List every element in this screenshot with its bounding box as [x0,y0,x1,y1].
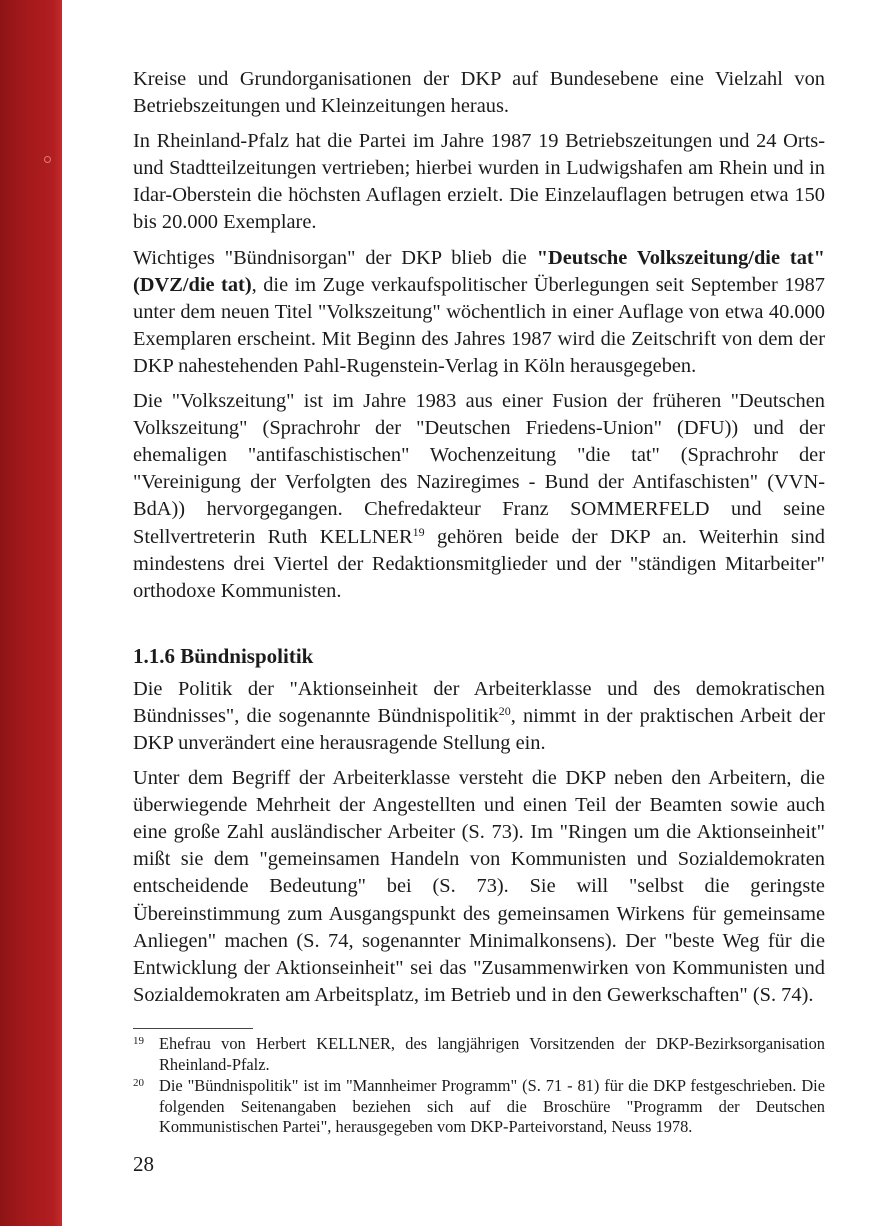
paragraph-text: , nimmt in der praktischen Arbeit der DKP unverändert eine herausragende Stellung ein. [133,704,825,754]
footnote-text: Die "Bündnispolitik" ist im "Mannheimer Programm" (S. 71 - 81) für die DKP festgeschrieben. Die folgenden Seitenangaben beziehen sich auf die Broschüre "Programm der Deutschen Kommunistischen Partei", herausgegeben vom DKP-Parteivorstand, Neuss 1978. [159,1076,825,1136]
footnote-19 [133,1034,825,1075]
paragraph-fusion [133,388,825,605]
paragraph-buendnispolitik [133,676,825,757]
section-heading: 1.1.6 Bündnispolitik [133,643,314,668]
paragraph-text: Die Politik der "Aktionseinheit der Arbeiterklasse und des demokratischen Bündnisses", die sogenannte Bündnispolitik [133,677,825,727]
paragraph-betriebszeitungen: Kreise und Grundorganisationen der DKP auf Bundesebene eine Vielzahl von Betriebszeitungen und Kleinzeitungen heraus. [133,68,825,118]
page-number: 28 [133,1152,154,1176]
footnotes [133,1034,825,1139]
page-body [133,66,825,1017]
footnote-20 [133,1076,825,1138]
footnote-number: 20 [133,1077,144,1089]
paragraph-text: Wichtiges "Bündnisorgan" der DKP blieb die [133,246,537,269]
spine-dot-icon [44,156,51,163]
paragraph-text: gehören beide der DKP an. Weiterhin sind mindestens drei Viertel der Redaktionsmitglieder und der "ständigen Mitarbeiter" orthodoxe Kommunisten. [133,525,825,602]
footnote-ref-19: 19 [412,524,425,539]
footnote-divider [133,1028,253,1029]
bold-title-dvz: "Deutsche Volkszeitung/die tat" (DVZ/die tat) [133,246,825,296]
paragraph-text: , die im Zuge verkaufspolitischer Überlegungen seit September 1987 unter dem neuen Titel "Volkszeitung" wöchentlich in einer Auflage von etwa 40.000 Exemplaren erscheint. Mit Beginn des Jahres 1987 wird die Zeitschrift von dem der DKP nahestehenden Pahl-Rugenstein-Verlag in Köln herausgegeben. [133,273,825,377]
paragraph-arbeiterklasse: Unter dem Begriff der Arbeiterklasse versteht die DKP neben den Arbeitern, die überwiegende Mehrheit der Angestellten und einen Teil der Beamten sowie auch eine große Zahl ausländischer Arbeiter (S. 73). Im "Ringen um die Aktionseinheit" mißt sie dem "gemeinsamen Handeln von Kommunisten und Sozialdemokraten entscheidende Bedeutung" bei (S. 73). Sie will "selbst die geringste Übereinstimmung zum Ausgangspunkt des gemeinsamen Wirkens für gemeinsame Anliegen" machen (S. 74, sogenannter Minimalkonsens). Der "beste Weg für die Entwicklung der Aktionseinheit" sei das "Zusammenwirken von Kommunisten und Sozialdemokraten am Arbeitsplatz, im Betrieb und in den Gewerkschaften" (S. 74). [133,767,825,1006]
footnote-text: Ehefrau von Herbert KELLNER, des langjährigen Vorsitzenden der DKP-Bezirksorganisation Rheinland-Pfalz. [159,1034,825,1074]
footnote-ref-20: 20 [498,703,511,718]
paragraph-text: Die "Volkszeitung" ist im Jahre 1983 aus einer Fusion der früheren "Deutschen Volkszeitung" (Sprachrohr der "Deutschen Friedens-Union" (DFU)) und der ehemaligen "antifaschistischen" Wochenzeitung "die tat" (Sprachrohr der "Vereinigung der Verfolgten des Naziregimes - Bund der Antifaschisten" (VVN-BdA)) hervorgegangen. Chefredakteur Franz SOMMERFELD und seine Stellvertreterin Ruth KELLNER [133,390,825,548]
red-spine-band [0,0,62,1226]
paragraph-volkszeitung [133,245,825,380]
paragraph-rheinland-pfalz: In Rheinland-Pfalz hat die Partei im Jahre 1987 19 Betriebszeitungen und 24 Orts- und Stadtteilzeitungen vertrieben; hierbei wurden in Ludwigshafen am Rhein und in Idar-Oberstein die höchsten Auflagen erzielt. Die Einzelauflagen betrugen etwa 150 bis 20.000 Exemplare. [133,130,825,234]
footnote-number: 19 [133,1035,144,1047]
